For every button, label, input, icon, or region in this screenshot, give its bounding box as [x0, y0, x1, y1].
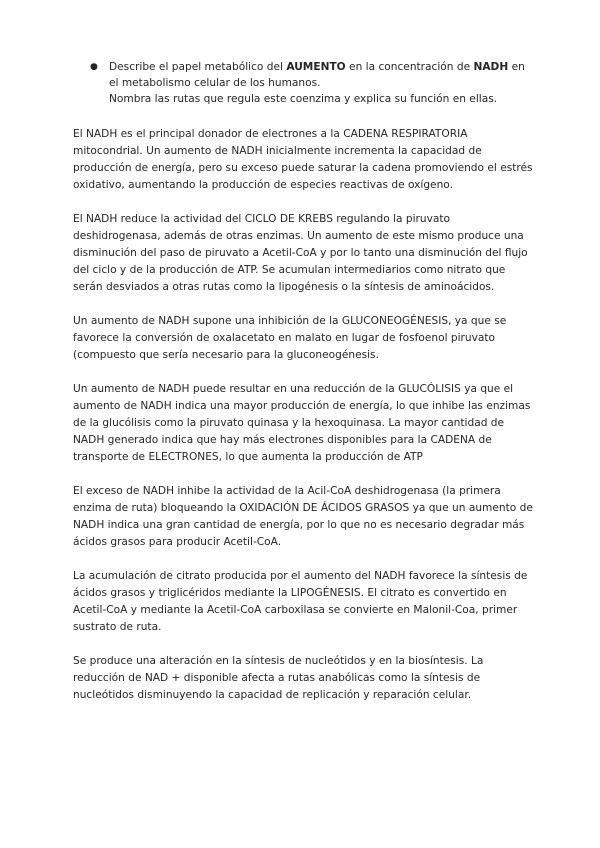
- paragraph-ciclo-krebs: El NADH reduce la actividad del CICLO DE KREBS regulando la piruvato deshidrogenasa, además de otras enzimas. Un aumento de este mismo produce una disminución del paso de piruvato a Acetil-CoA y por lo tanto una disminución del flujo del ciclo y de la producción de ATP. Se acumulan intermediarios como nitrato que serán desviados a otras rutas como la lipogénesis o la síntesis de aminoácidos.: [73, 213, 528, 293]
- question-line1-part-c: en la concentración de: [345, 61, 474, 73]
- question-line1-part-a: Describe el papel metabólico del: [109, 61, 287, 73]
- paragraph-gluconeogenesis: Un aumento de NADH supone una inhibición de la GLUCONEOGÉNESIS, ya que se favorece la conversión de oxalacetato en malato en lugar de fosfoenol piruvato (compuesto que sería necesario para la gluconeogénesis.: [73, 315, 507, 361]
- question-text: [109, 59, 529, 107]
- question-keyword-nadh: NADH: [473, 61, 509, 73]
- answer-body: [73, 126, 535, 721]
- paragraph-cadena-respiratoria: El NADH es el principal donador de electrones a la CADENA RESPIRATORIA mitocondrial. Un aumento de NADH inicialmente incrementa la capacidad de producción de energía, pero su exceso puede saturar la cadena promoviendo el estrés oxidativo, aumentando la producción de especies reactivas de oxígeno.: [73, 128, 533, 191]
- paragraph-sintesis-nucleotidos: Se produce una alteración en la síntesis de nucleótidos y en la biosíntesis. La reducción de NAD + disponible afecta a rutas anabólicas como la síntesis de nucleótidos disminuyendo la capacidad de replicación y reparación celular.: [73, 655, 484, 701]
- paragraph-glucolisis: Un aumento de NADH puede resultar en una reducción de la GLUCÓLISIS ya que el aumento de NADH indica una mayor producción de energía, lo que inhibe las enzimas de la glucólisis como la piruvato quinasa y la hexoquinasa. La mayor cantidad de NADH generado indica que hay más electrones disponibles para la CADENA de transporte de ELECTRONES, lo que aumenta la producción de ATP: [73, 383, 531, 463]
- question-line1-part-e: en el metabolismo celular de los humanos.: [109, 61, 525, 89]
- question-line2: Nombra las rutas que regula este coenzima y explica su función en ellas.: [109, 93, 498, 105]
- question-keyword-aumento: AUMENTO: [286, 61, 346, 73]
- paragraph-oxidacion-acidos-grasos: El exceso de NADH inhibe la actividad de la Acil-CoA deshidrogenasa (la primera enzima de ruta) bloqueando la OXIDACIÓN DE ÁCIDOS GRASOS ya que un aumento de NADH indica una gran cantidad de energía, por lo que no es necesario degradar más ácidos grasos para producir Acetil-CoA.: [73, 485, 533, 548]
- bullet-icon: ●: [90, 62, 98, 72]
- paragraph-lipogenesis: La acumulación de citrato producida por el aumento del NADH favorece la síntesis de ácidos grasos y triglicéridos mediante la LIPOGÉNESIS. El citrato es convertido en Acetil-CoA y mediante la Acetil-CoA carboxilasa se convierte en Malonil-Coa, primer sustrato de ruta.: [73, 570, 528, 633]
